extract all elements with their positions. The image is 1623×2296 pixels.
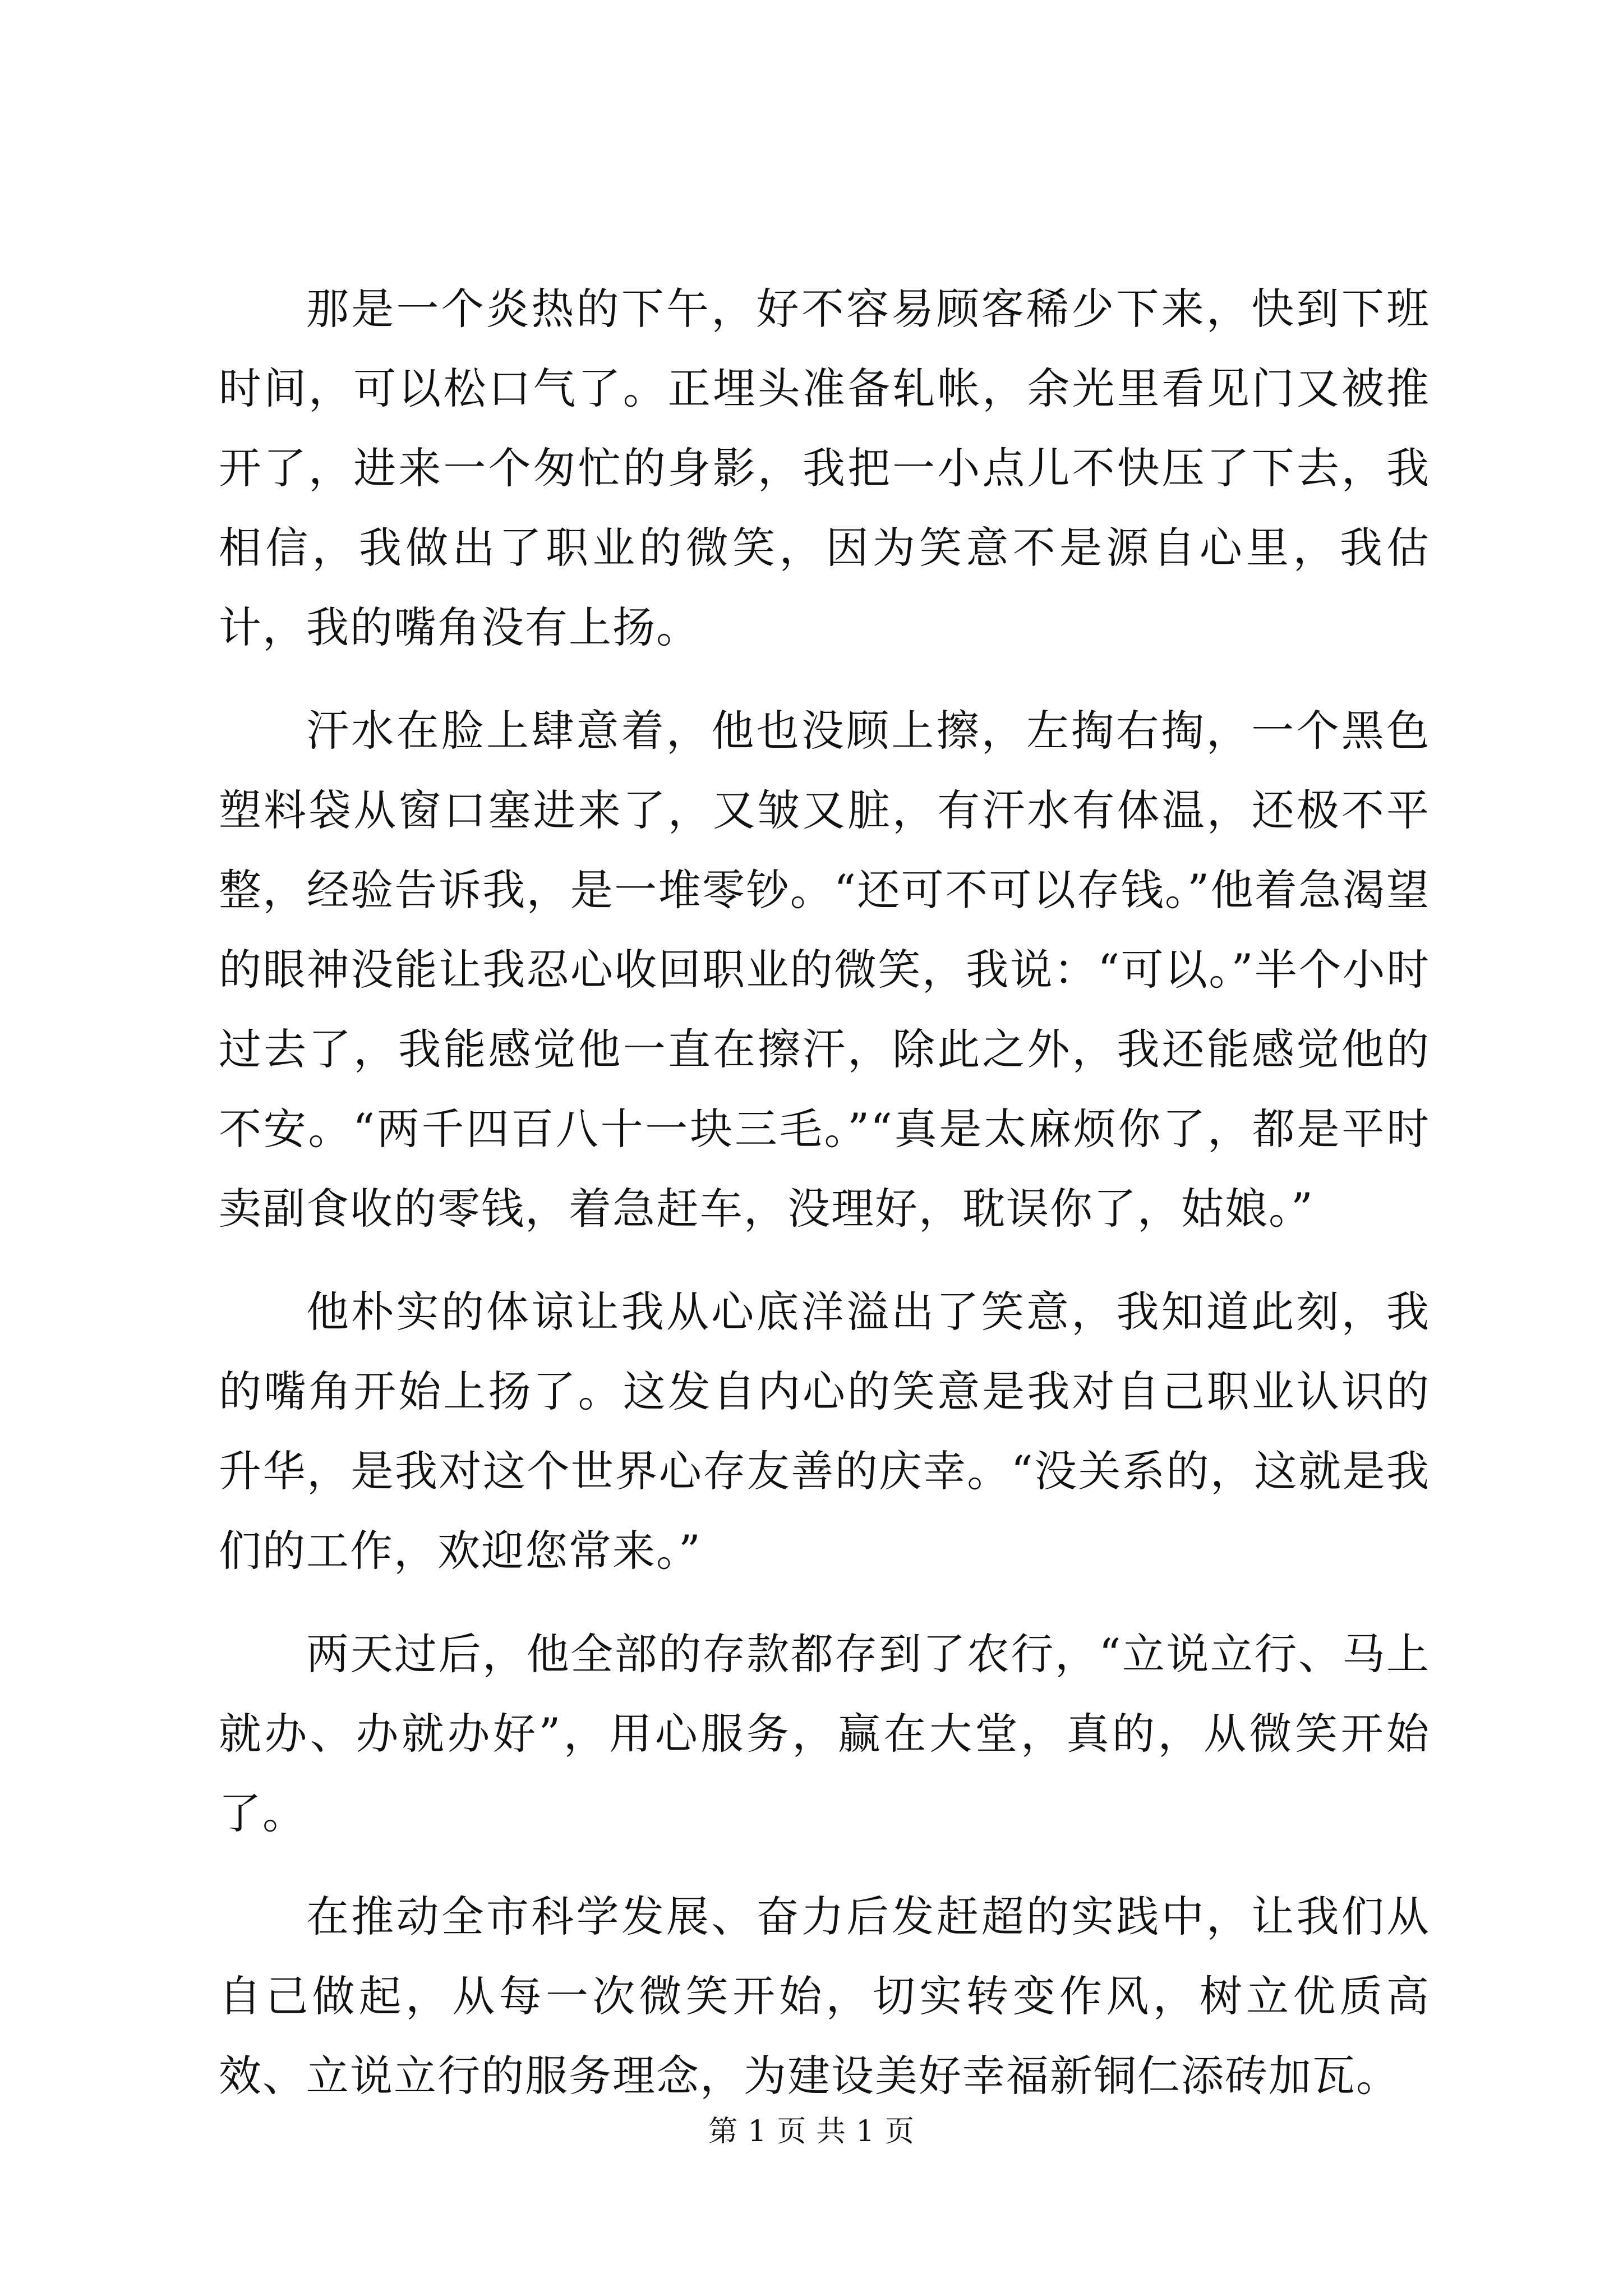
paragraph: 他朴实的体谅让我从心底洋溢出了笑意，我知道此刻，我的嘴角开始上扬了。这发自内心的笑意是我对自己职业认识的升华，是我对这个世界心存友善的庆幸。“没关系的，这就是我们的工作，欢迎您常来。”: [219, 1287, 1430, 1576]
document-body: [219, 269, 1430, 2139]
paragraph: 汗水在脸上肆意着，他也没顾上擦，左掏右掏，一个黑色塑料袋从窗口塞进来了，又皱又脏，有汗水有体温，还极不平整，经验告诉我，是一堆零钞。“还可不可以存钱。”他着急渴望的眼神没能让我忍心收回职业的微笑，我说：“可以。”半个小时过去了，我能感觉他一直在擦汗，除此之外，我还能感觉他的不安。“两千四百八十一块三毛。”“真是太麻烦你了，都是平时卖副食收的零钱，着急赶车，没理好，耽误你了，姑娘。”: [219, 706, 1430, 1234]
paragraph: 那是一个炎热的下午，好不容易顾客稀少下来，快到下班时间，可以松口气了。正埋头准备轧帐，余光里看见门又被推开了，进来一个匆忙的身影，我把一小点儿不快压了下去，我相信，我做出了职业的微笑，因为笑意不是源自心里，我估计，我的嘴角没有上扬。: [219, 284, 1430, 652]
paragraph: 两天过后，他全部的存款都存到了农行，“立说立行、马上就办、办就办好”，用心服务，赢在大堂，真的，从微笑开始了。: [219, 1629, 1430, 1838]
paragraph: 在推动全市科学发展、奋力后发赶超的实践中，让我们从自己做起，从每一次微笑开始，切实转变作风，树立优质高效、立说立行的服务理念，为建设美好幸福新铜仁添砖加瓦。: [219, 1892, 1430, 2101]
page-footer: 第 1 页 共 1 页: [708, 2115, 915, 2148]
